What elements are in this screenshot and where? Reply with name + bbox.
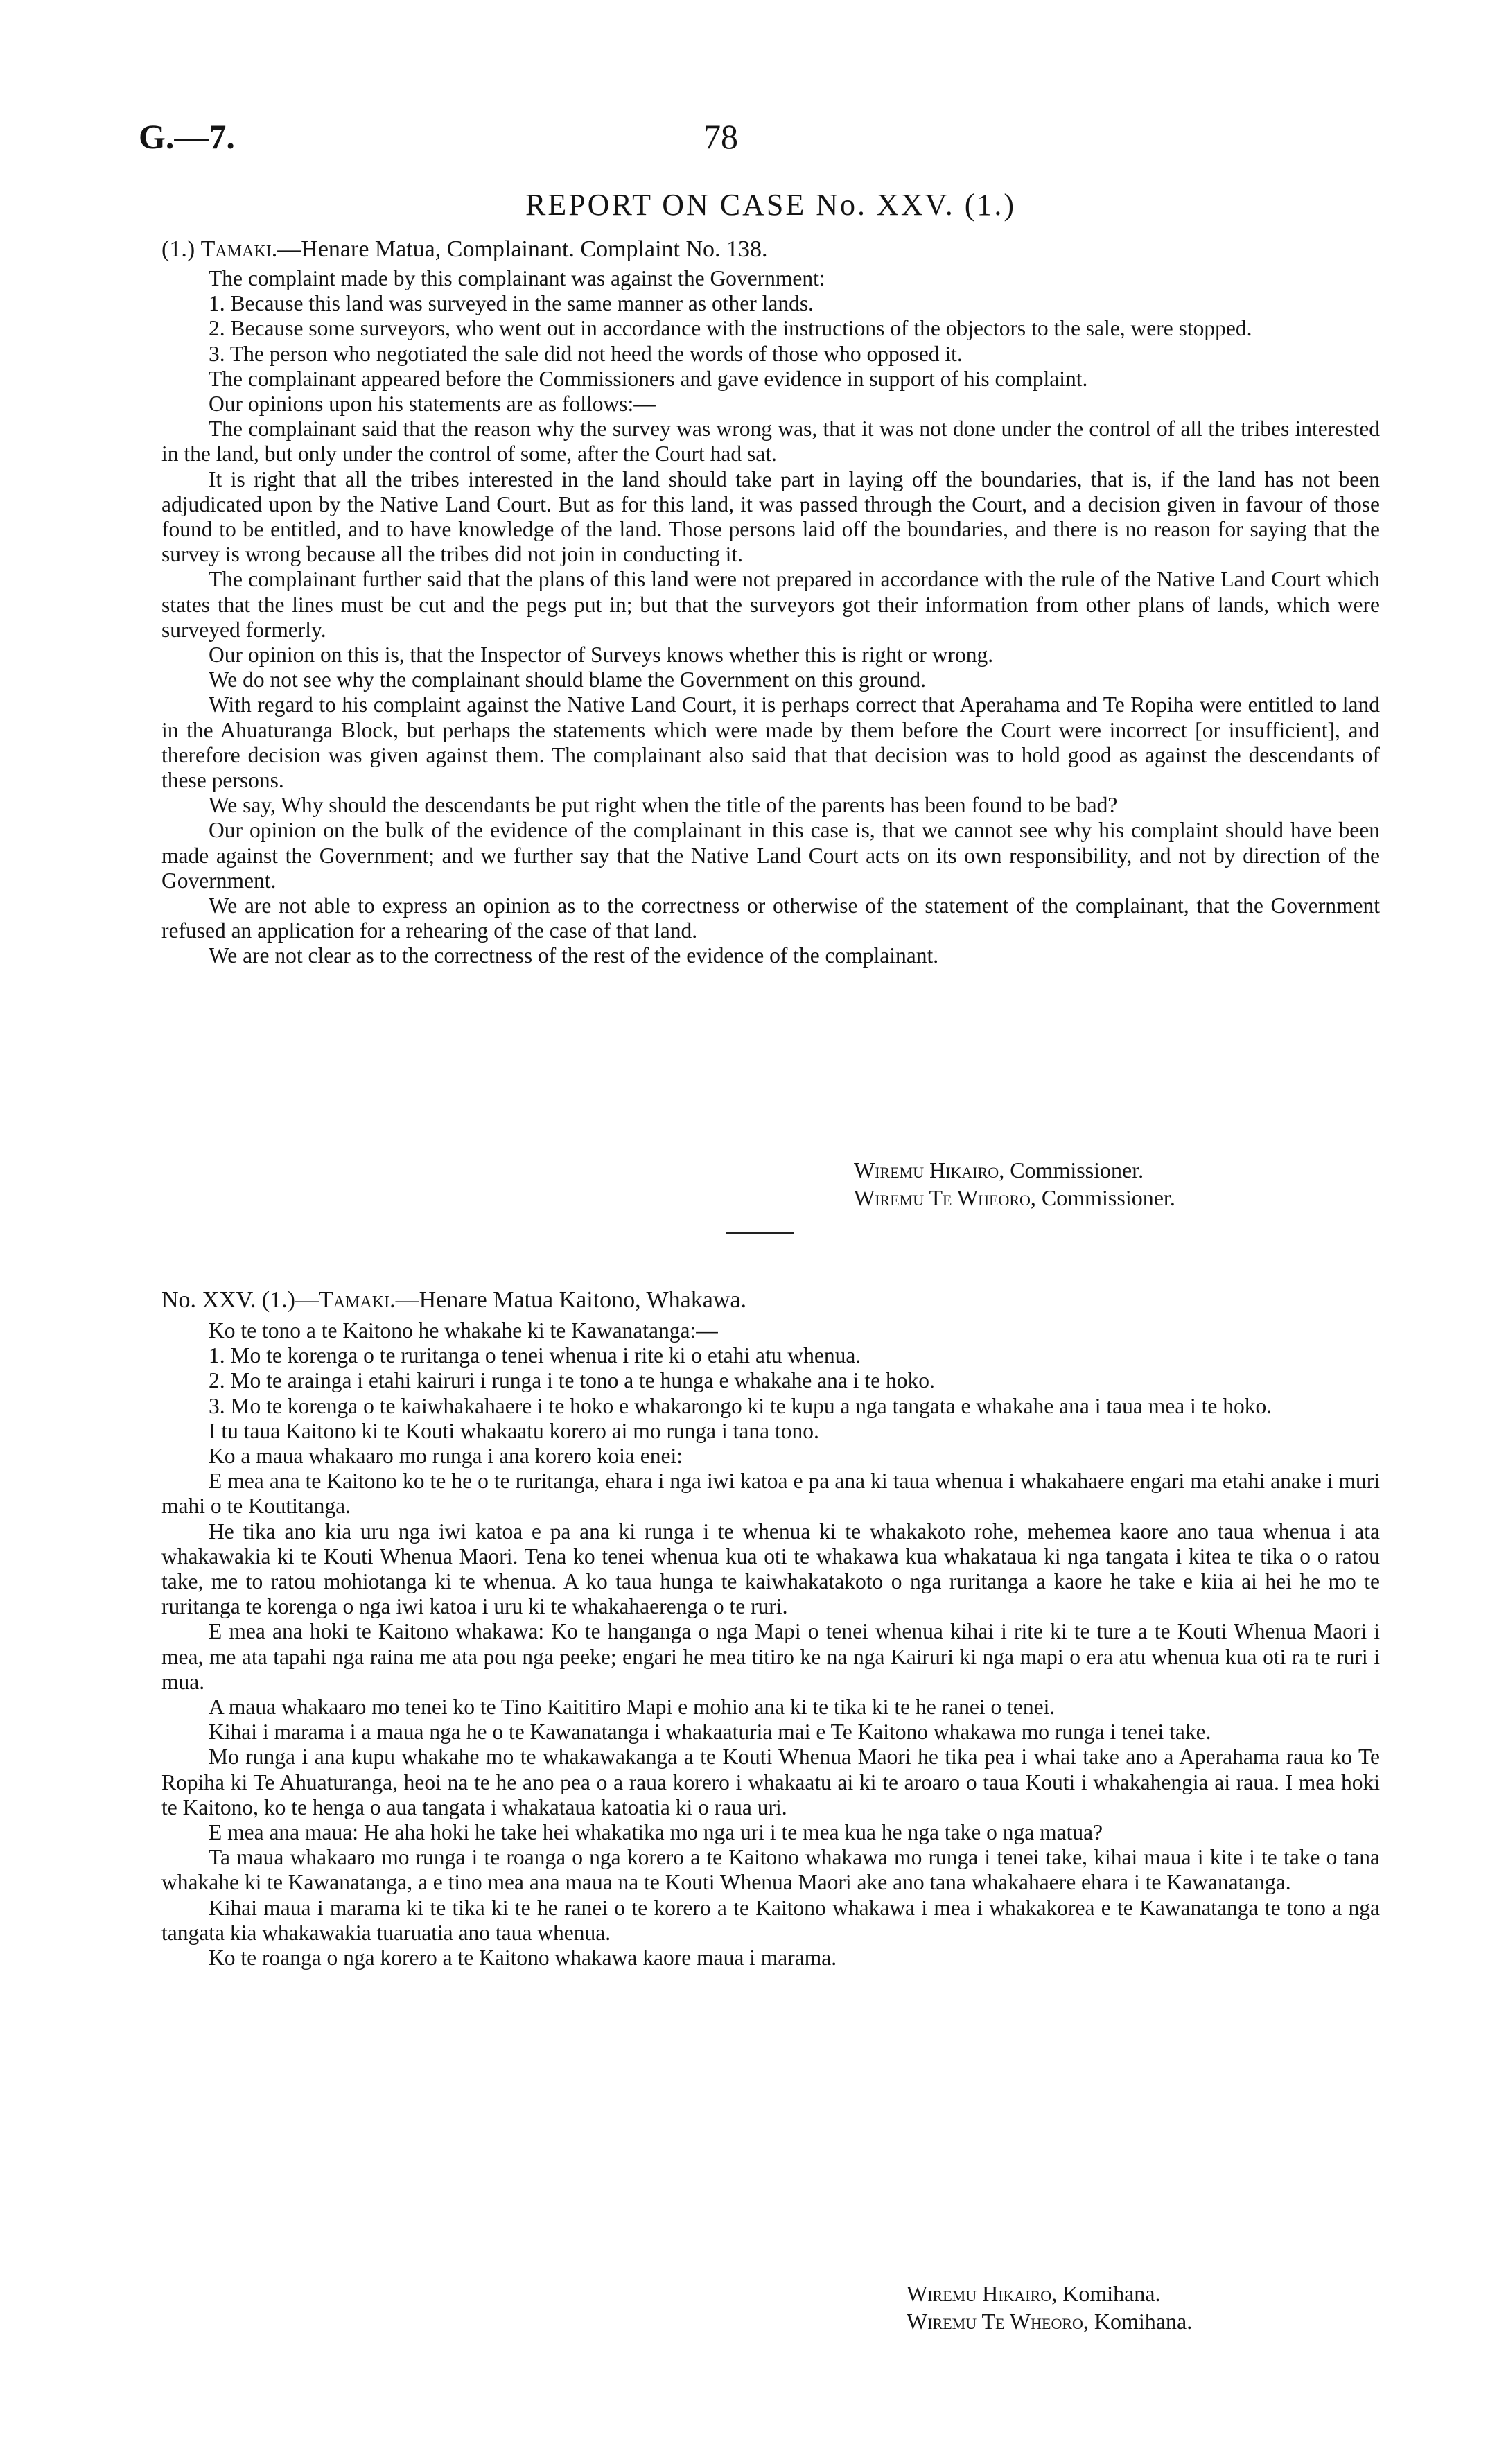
- paragraph: 1. Because this land was surveyed in the same manner as other lands.: [209, 291, 814, 316]
- signature-line: Wiremu Hikairo, Commissioner.: [854, 1157, 1144, 1182]
- paragraph: The complainant appeared before the Commissioners and gave evidence in support of his complaint.: [209, 366, 1088, 391]
- paragraph: E mea ana te Kaitono ko te he o te ruritanga, ehara i nga iwi katoa e pa ana ki taua whenua i whakahaere engari ma etahi anake i muri mahi o te Koutitanga.: [161, 1469, 1380, 1519]
- paragraph: I tu taua Kaitono ki te Kouti whakaatu korero ai mo runga i tana tono.: [209, 1418, 819, 1443]
- english-signatures: [854, 1156, 1175, 1212]
- document-reference: G.—7.: [139, 117, 235, 156]
- paragraph: E mea ana hoki te Kaitono whakawa: Ko te hanganga o nga Mapi o tenei whenua kihai i rite ki te ture a te Kouti Whenua Maori i mea, me ata tapahi nga raina me ata pou nga peeke; engari he mea titiro ke na nga Kairuri ki nga mapi o era atu whenua kua oti ra te ruri i mua.: [161, 1619, 1380, 1694]
- maori-signatures: [907, 2280, 1192, 2335]
- paragraph: Kihai maua i marama ki te tika ki te he ranei o te korero a te Kaitono whakawa i mea i whakakorea e te Kawanatanga te tono a nga tangata kia whakawakia tuaruatia ano taua whenua.: [161, 1895, 1380, 1945]
- paragraph: It is right that all the tribes interested in the land should take part in laying off the boundaries, that is, if the land has not been adjudicated upon by the Native Land Court. But as for this land, it was passed through the Court, and a decision given in favour of those found to be entitled, and to have knowledge of the land. Those persons laid off the boundaries, and there is no reason for saying that the survey is wrong because all the tribes did not join in conducting it.: [161, 466, 1380, 567]
- paragraph: 2. Mo te arainga i etahi kairuri i runga i te tono a te hunga e whakahe ana i te hoko.: [209, 1368, 935, 1393]
- paragraph: Ta maua whakaaro mo runga i te roanga o nga korero a te Kaitono whakawa mo runga i tenei take, kihai maua i kite i te take o tana whakahe ki te Kawanatanga, a e tino mea ana maua na te Kouti Whenua Maori ake ano tana whakahaere ehara i te Kawanatanga.: [161, 1845, 1380, 1895]
- section-divider: [726, 1232, 794, 1234]
- paragraph: We say, Why should the descendants be put right when the title of the parents has been found to be bad?: [209, 793, 1118, 818]
- paragraph: 2. Because some surveyors, who went out in accordance with the instructions of the objectors to the sale, were stopped.: [209, 316, 1252, 341]
- signature-line: Wiremu Te Wheoro, Komihana.: [907, 2309, 1193, 2334]
- paragraph: With regard to his complaint against the Native Land Court, it is perhaps correct that Aperahama and Te Ropiha were entitled to land in the Ahuaturanga Block, but perhaps the statements which were made by them before the Court were incorrect [or insufficient], and therefore decision was given against them. The complainant also said that that decision was to hold good as against the descendants of these persons.: [161, 692, 1380, 793]
- paragraph: 3. The person who negotiated the sale did not heed the words of those who opposed it.: [209, 341, 963, 366]
- paragraph: Our opinions upon his statements are as follows:—: [209, 392, 656, 417]
- paragraph: We are not able to express an opinion as to the correctness or otherwise of the statement of the complainant, that the Government refused an application for a rehearing of the case of that land.: [161, 893, 1380, 943]
- paragraph: The complainant said that the reason why the survey was wrong was, that it was not done under the control of all the tribes interested in the land, but only under the control of some, after the Court had sat.: [161, 417, 1380, 466]
- paragraph: E mea ana maua: He aha hoki he take hei whakatika mo nga uri i te mea kua he nga take o nga matua?: [209, 1820, 1103, 1845]
- paragraph: Ko te roanga o nga korero a te Kaitono whakawa kaore maua i marama.: [209, 1946, 837, 1971]
- paragraph: Ko a maua whakaaro mo runga i ana korero koia enei:: [209, 1444, 683, 1469]
- paragraph: We do not see why the complainant should blame the Government on this ground.: [209, 667, 927, 692]
- report-title: REPORT ON CASE No. XXV. (1.): [525, 188, 1016, 222]
- paragraph: The complainant further said that the plans of this land were not prepared in accordance with the rule of the Native Land Court which states that the lines must be cut and the pegs put in; but that the surveyors got their information from other plans of lands, which were surveyed formerly.: [161, 567, 1380, 642]
- heading-place: Tamaki: [200, 236, 272, 262]
- paragraph: He tika ano kia uru nga iwi katoa e pa ana ki runga i te whenua ki te whakakoto rohe, mehemea kaore ano taua whenua i ata whakawakia ki te Kouti Whenua Maori. Tena ko tenei whenua kua oti te whakawa kua whakataua ki nga tangata i kitea te tika o o ratou take, me to ratou mohiotanga ki te whenua. A ko taua hunga te kaiwhakatakoto o nga ruritanga a kaore he take e kiia ai hei he mo te ruritanga te korenga o nga iwi katoa i uru ki te whakahaerenga o te ruri.: [161, 1519, 1380, 1619]
- paragraph: 3. Mo te korenga o te kaiwhakahaere i te hoko e whakarongo ki te kupu a nga tangata e whakahe ana i taua mea i te hoko.: [209, 1393, 1272, 1418]
- maori-section: [161, 1286, 1380, 1971]
- english-heading: (1.) Tamaki.—Henare Matua, Complainant. Complaint No. 138.: [161, 236, 768, 262]
- heading-place: Tamaki: [318, 1287, 390, 1313]
- paragraph: Ko te tono a te Kaitono he whakahe ki te Kawanatanga:—: [209, 1318, 718, 1343]
- english-section: [161, 236, 1380, 969]
- paragraph: Our opinion on the bulk of the evidence of the complainant in this case is, that we cannot see why his complaint should have been made against the Government; and we further say that the Native Land Court acts on its own responsibility, and not by direction of the Government.: [161, 818, 1380, 893]
- paragraph: Mo runga i ana kupu whakahe mo te whakawakanga a te Kouti Whenua Maori he tika pea i whai take ano a Aperahama raua ko Te Ropiha ki Te Ahuaturanga, heoi na te he ano pea o a raua korero i whakaatu ai ki te aroaro o taua Kouti i whakahengia ai raua. I mea hoki te Kaitono, ko te henga o aua tangata i whakataua katoatia ki o raua uri.: [161, 1745, 1380, 1819]
- maori-heading: No. XXV. (1.)—Tamaki.—Henare Matua Kaitono, Whakawa.: [161, 1287, 746, 1313]
- paragraph: Kihai i marama i a maua nga he o te Kawanatanga i whakaaturia mai e Te Kaitono whakawa mo runga i tenei take.: [209, 1720, 1211, 1745]
- paragraph: We are not clear as to the correctness of the rest of the evidence of the complainant.: [209, 943, 939, 968]
- paragraph: The complaint made by this complainant was against the Government:: [209, 266, 825, 290]
- paragraph: 1. Mo te korenga o te ruritanga o tenei whenua i rite ki o etahi atu whenua.: [209, 1343, 861, 1368]
- signature-line: Wiremu Hikairo, Komihana.: [907, 2281, 1161, 2306]
- signature-line: Wiremu Te Wheoro, Commissioner.: [854, 1185, 1175, 1210]
- paragraph: Our opinion on this is, that the Inspector of Surveys knows whether this is right or wrong.: [209, 643, 994, 667]
- page-number: 78: [703, 117, 738, 156]
- paragraph: A maua whakaaro mo tenei ko te Tino Kaititiro Mapi e mohio ana ki te tika ki te he ranei o tenei.: [209, 1695, 1056, 1720]
